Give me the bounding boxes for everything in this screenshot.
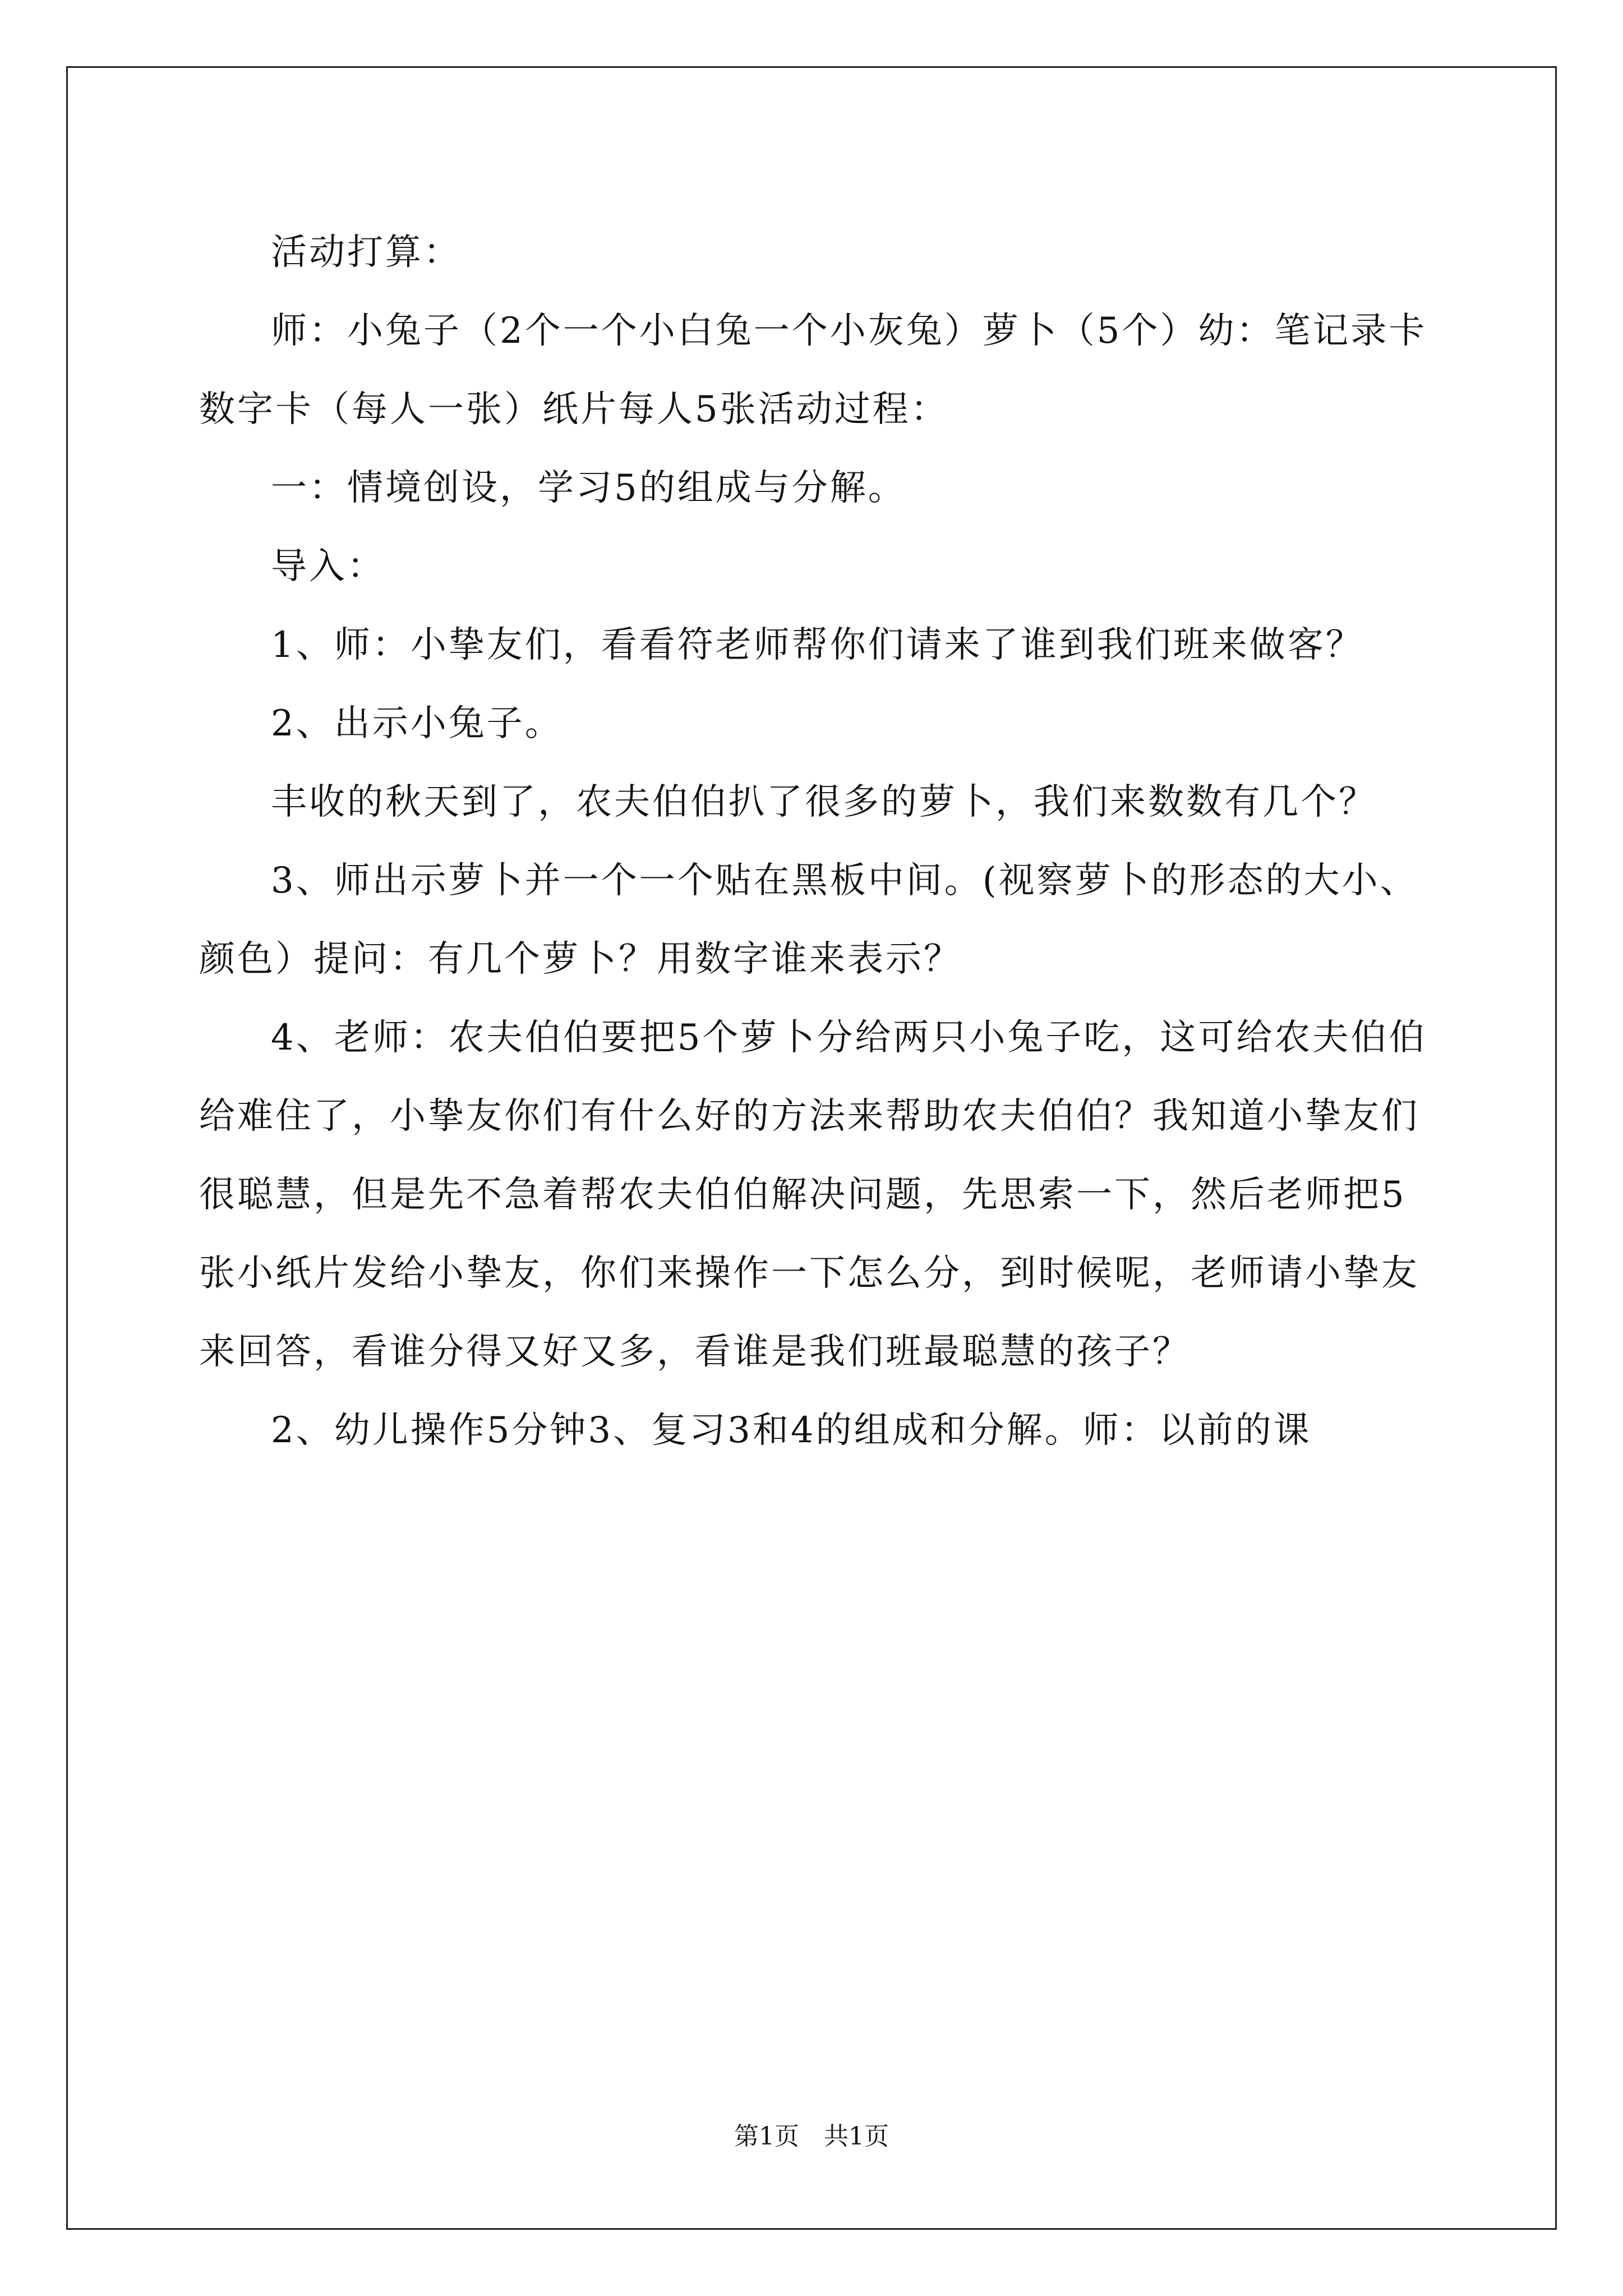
- paragraph-intro-heading: 导入：: [271, 546, 385, 587]
- paragraph-step-1: 1、师：小挚友们，看看符老师帮你们请来了谁到我们班来做客？: [271, 624, 1364, 666]
- paragraph-harvest: 丰收的秋天到了，农夫伯伯扒了很多的萝卜，我们来数数有几个？: [271, 781, 1377, 823]
- page-number-footer: 第1页 共1页: [734, 2122, 889, 2151]
- paragraph-plan-heading: 活动打算：: [271, 232, 462, 273]
- paragraph-section-one: 一：情境创设，学习5的组成与分解。: [271, 467, 906, 509]
- paragraph-operation: 2、幼儿操作5分钟3、复习3和4的组成和分解。师：以前的课: [271, 1410, 1312, 1451]
- paragraph-step-4: 4、老师：农夫伯伯要把5个萝卜分给两只小兔子吃，这可给农夫伯伯给难住了，小挚友你们有什么好的方法来帮助农夫伯伯？我知道小挚友们很聪慧，但是先不急着帮农夫伯伯解决问题，先思索一下，然后老师把5张小纸片发给小挚友，你们来操作一下怎么分，到时候呢，老师请小挚友来回答，看谁分得又好又多，看谁是我们班最聪慧的孩子？: [199, 1017, 1427, 1373]
- document-body: [199, 213, 1433, 1470]
- paragraph-materials: 师：小兔子（2个一个小白兔一个小灰兔）萝卜（5个）幼：笔记录卡数字卡（每人一张）纸片每人5张活动过程：: [199, 310, 1427, 430]
- paragraph-step-3: 3、师出示萝卜并一个一个贴在黑板中间。(视察萝卜的形态的大小、颜色）提问：有几个萝卜？用数字谁来表示？: [199, 860, 1418, 980]
- paragraph-step-2: 2、出示小兔子。: [271, 703, 563, 744]
